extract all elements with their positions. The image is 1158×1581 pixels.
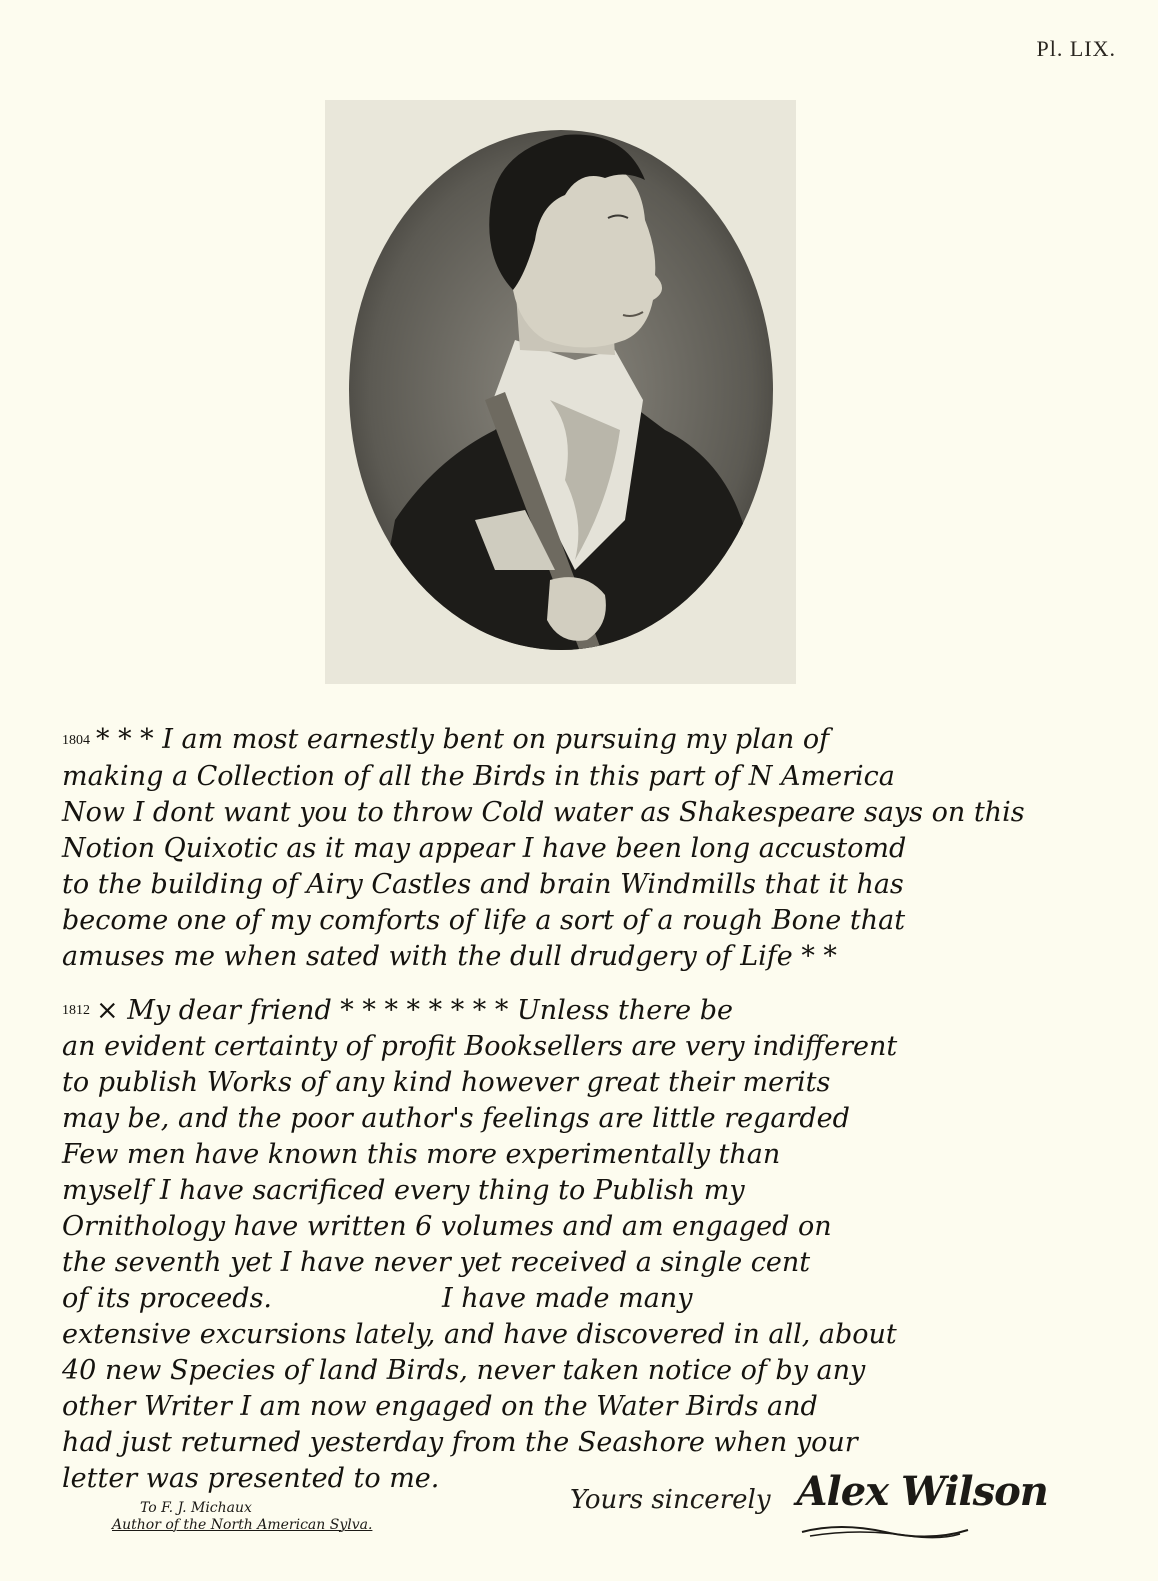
letter-line: Ornithology have written 6 volumes and am engaged on xyxy=(62,1211,832,1242)
letter-line: 40 new Species of land Birds, never taken notice of by any xyxy=(62,1355,866,1386)
letter-line: had just returned yesterday from the Seashore when your xyxy=(62,1427,858,1458)
letter-line: may be, and the poor author's feelings are little regarded xyxy=(62,1103,850,1134)
letter-line: to publish Works of any kind however great their merits xyxy=(62,1067,831,1098)
letter-body xyxy=(62,722,1102,1497)
letter-line: amuses me when sated with the dull drudgery of Life * * xyxy=(62,940,837,972)
addressee-title: Author of the North American Sylva. xyxy=(112,1517,373,1533)
letter-line: the seventh yet I have never yet received a single cent xyxy=(62,1247,811,1278)
letter-line: Now I dont want you to throw Cold water as Shakespeare says on this xyxy=(62,796,1025,828)
letter-line: become one of my comforts of life a sort of a rough Bone that xyxy=(62,904,906,936)
plate-number: Pl. LIX. xyxy=(1036,36,1116,61)
letter-line: extensive excursions lately, and have discovered in all, about xyxy=(62,1319,897,1350)
signature-flourish xyxy=(800,1520,970,1544)
letter-line: other Writer I am now engaged on the Water Birds and xyxy=(62,1391,818,1422)
addressee-name: To F. J. Michaux xyxy=(140,1500,252,1516)
closing: Yours sincerely xyxy=(570,1485,771,1515)
signature: Alex Wilson xyxy=(796,1468,1048,1515)
letter-line: of its proceeds. I have made many xyxy=(62,1283,693,1314)
letter-line: Few men have known this more experimentally than xyxy=(62,1139,781,1170)
letter-line: to the building of Airy Castles and brain Windmills that it has xyxy=(62,868,904,900)
letter-line: 1812 × My dear friend * * * * * * * * Unless there be xyxy=(62,994,733,1026)
portrait-engraving xyxy=(325,100,796,684)
letter-line: myself I have sacrificed every thing to Publish my xyxy=(62,1175,745,1206)
letter-date-1812: 1812 xyxy=(62,1003,90,1018)
letter-line: an evident certainty of profit Booksellers are very indifferent xyxy=(62,1031,898,1062)
letter-date-1804: 1804 xyxy=(62,732,90,748)
addressee xyxy=(112,1500,372,1534)
letter-line: Notion Quixotic as it may appear I have been long accustomd xyxy=(62,832,907,864)
signature-block xyxy=(570,1468,1048,1515)
letter-line: 1804 * * * I am most earnestly bent on pursuing my plan of xyxy=(62,724,830,755)
letter-line: making a Collection of all the Birds in this part of N America xyxy=(62,760,895,792)
portrait-illustration xyxy=(325,100,796,684)
letter-line: letter was presented to me. xyxy=(62,1463,440,1494)
